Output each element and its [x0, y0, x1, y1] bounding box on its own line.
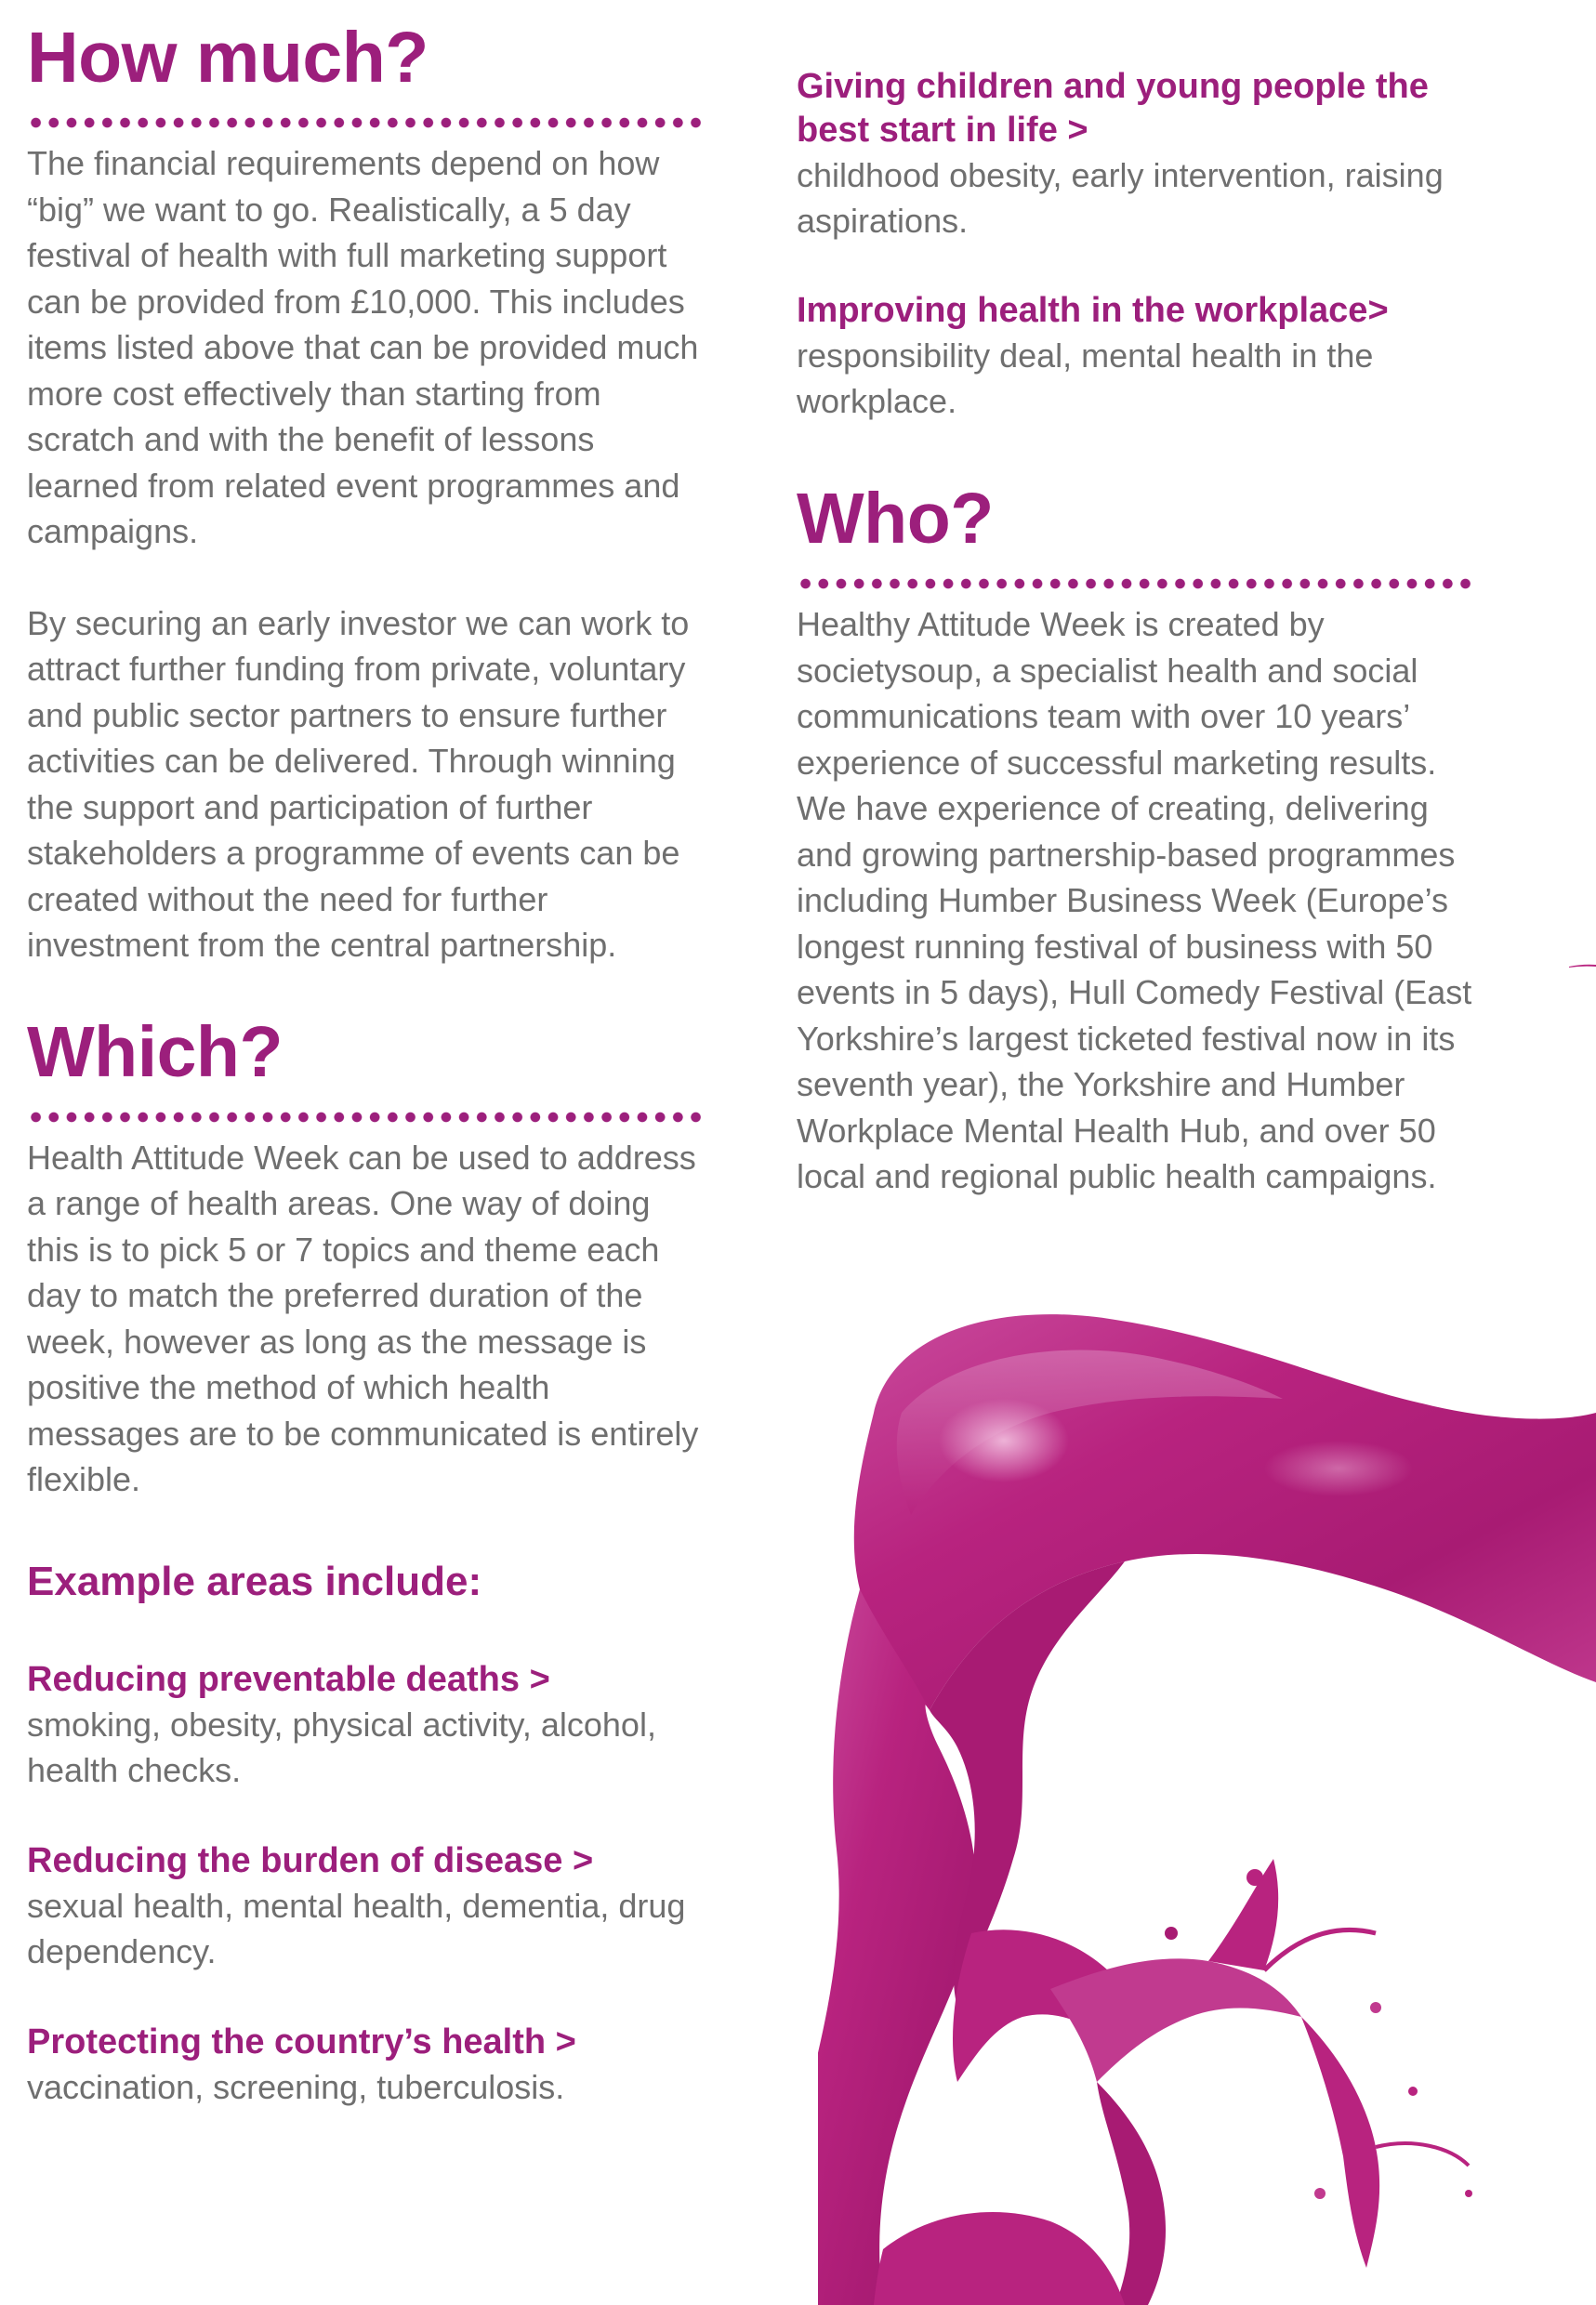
area-item — [27, 1839, 715, 1974]
area-title: Giving children and young people the best start in life > — [797, 67, 1429, 150]
who-heading: Who? — [797, 479, 994, 559]
which-paragraph: Health Attitude Week can be used to address a range of health areas. One way of doing this is to pick 5 or 7 topics and theme each day to match the preferred duration of the week, however as long as the message is positive the method of which health messages are to be communicated is entirely flexible. — [27, 1138, 699, 1498]
area-title: Reducing the burden of disease > — [27, 1840, 594, 1880]
left-column — [27, 0, 715, 2110]
who-paragraph: Healthy Attitude Week is created by societysoup, a specialist health and social communications team with over 10 years’ experience of successful marketing results. We have experience of creating, delivering and growing partnership-based programmes including Humber Business Week (Europe’s longest running festival of business with 50 events in 5 days), Hull Comedy Festival (East Yorkshire’s largest ticketed festival now in its seventh year), the Yorkshire and Humber Workplace Mental Health Hub, and over 50 local and regional public health campaigns. — [797, 605, 1472, 1195]
area-title: Protecting the country’s health > — [27, 2022, 576, 2061]
area-description: sexual health, mental health, dementia, drug dependency. — [27, 1886, 686, 1970]
dotted-divider — [27, 116, 706, 129]
example-areas-heading: Example areas include: — [27, 1558, 482, 1604]
how-much-paragraph-2: By securing an early investor we can work to attract further funding from private, voluntary and public sector partners to ensure further activities can be delivered. Through winning the support and participation of further stakeholders a programme of events can be created without the need for further investment from the central partnership. — [27, 603, 690, 964]
which-heading: Which? — [27, 1011, 283, 1092]
area-item — [797, 289, 1484, 424]
area-title: Improving health in the workplace> — [797, 291, 1389, 330]
right-column — [797, 0, 1484, 1200]
paint-fleck-icon — [1569, 963, 1596, 968]
area-title: Reducing preventable deaths > — [27, 1659, 550, 1699]
area-description: childhood obesity, early intervention, raising aspirations. — [797, 156, 1444, 240]
area-description: responsibility deal, mental health in the workplace. — [797, 336, 1374, 420]
area-item — [27, 2021, 715, 2110]
dotted-divider — [27, 1111, 706, 1124]
how-much-heading: How much? — [27, 18, 429, 98]
how-much-paragraph-1: The financial requirements depend on how “big” we want to go. Realistically, a 5 day festival of health with full marketing support can be provided from £10,000. This includes items listed above that can be provided much more cost effectively than starting from scratch and with the benefit of lessons learned from related event programmes and campaigns. — [27, 144, 699, 550]
area-item — [27, 1658, 715, 1793]
area-description: vaccination, screening, tuberculosis. — [27, 2067, 565, 2106]
dotted-divider — [797, 577, 1475, 590]
area-description: smoking, obesity, physical activity, alcohol, health checks. — [27, 1705, 656, 1789]
area-item — [797, 65, 1484, 244]
paint-splash-image — [818, 1283, 1596, 2305]
